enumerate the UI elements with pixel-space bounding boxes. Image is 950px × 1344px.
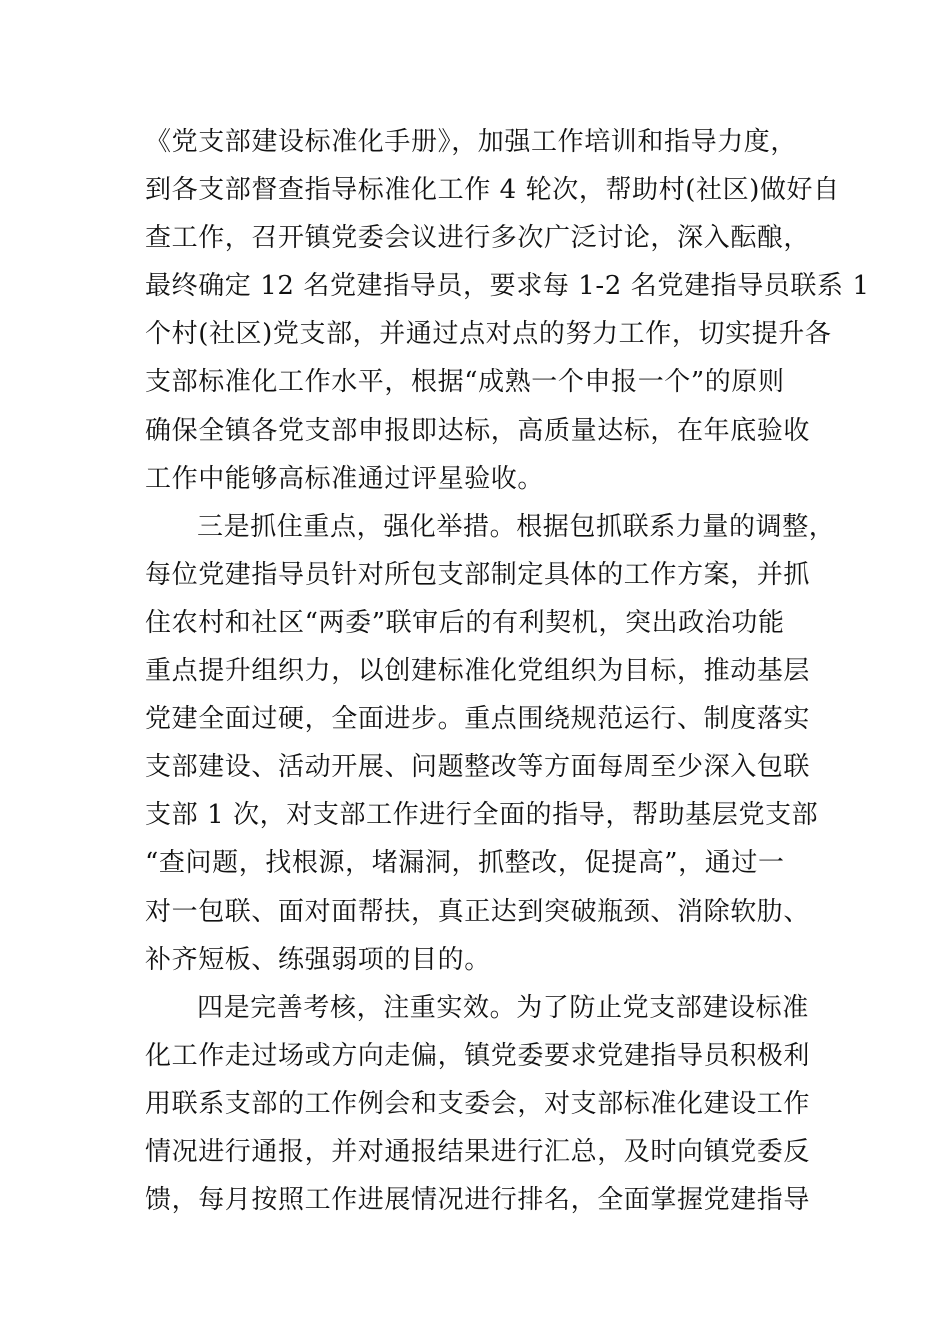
- paragraph-four-start: 四是完善考核，注重实效。为了防止党支部建设标准: [197, 992, 809, 1023]
- text-line-23: 馈，每月按照工作进展情况进行排名，全面掌握党建指导: [145, 1185, 811, 1216]
- text-line-21: 用联系支部的工作例会和支委会，对支部标准化建设工作: [145, 1088, 811, 1119]
- text-line-17: 对一包联、面对面帮扶，真正达到突破瓶颈、消除软肋、: [145, 896, 811, 927]
- body-text: [145, 118, 870, 1224]
- text-line-1: 《党支部建设标准化手册》，加强工作培训和指导力度，: [145, 127, 798, 157]
- text-line-16: “查问题，找根源，堵漏洞，抓整改，促提高”，通过一: [145, 848, 785, 879]
- text-line-8: 工作中能够高标准通过评星验收。: [145, 463, 545, 494]
- text-line-6: 支部标准化工作水平，根据“成熟一个申报一个”的原则: [145, 367, 785, 398]
- text-line-11: 住农村和社区“两委”联审后的有利契机，突出政治功能: [145, 607, 785, 638]
- text-line-12: 重点提升组织力，以创建标准化党组织为目标，推动基层: [145, 656, 811, 687]
- text-line-5: 个村(社区)党支部，并通过点对点的努力工作，切实提升各: [145, 319, 832, 350]
- text-line-18: 补齐短板、练强弱项的目的。: [145, 944, 491, 975]
- text-line-10: 每位党建指导员针对所包支部制定具体的工作方案，并抓: [145, 559, 811, 590]
- text-line-4: 最终确定 12 名党建指导员，要求每 1-2 名党建指导员联系 1: [145, 271, 870, 302]
- text-line-22: 情况进行通报，并对通报结果进行汇总，及时向镇党委反: [145, 1136, 811, 1167]
- text-line-20: 化工作走过场或方向走偏，镇党委要求党建指导员积极利: [145, 1040, 811, 1071]
- text-line-13: 党建全面过硬，全面进步。重点围绕规范运行、制度落实: [145, 704, 811, 735]
- text-line-7: 确保全镇各党支部申报即达标，高质量达标，在年底验收: [145, 415, 811, 446]
- text-line-14: 支部建设、活动开展、问题整改等方面每周至少深入包联: [145, 752, 811, 783]
- text-line-2: 到各支部督查指导标准化工作 4 轮次，帮助村(社区)做好自: [145, 175, 840, 206]
- text-line-3: 查工作，召开镇党委会议进行多次广泛讨论，深入酝酿，: [145, 223, 811, 254]
- paragraph-three-start: 三是抓住重点，强化举措。根据包抓联系力量的调整，: [197, 511, 836, 542]
- text-line-15: 支部 1 次，对支部工作进行全面的指导，帮助基层党支部: [145, 800, 819, 831]
